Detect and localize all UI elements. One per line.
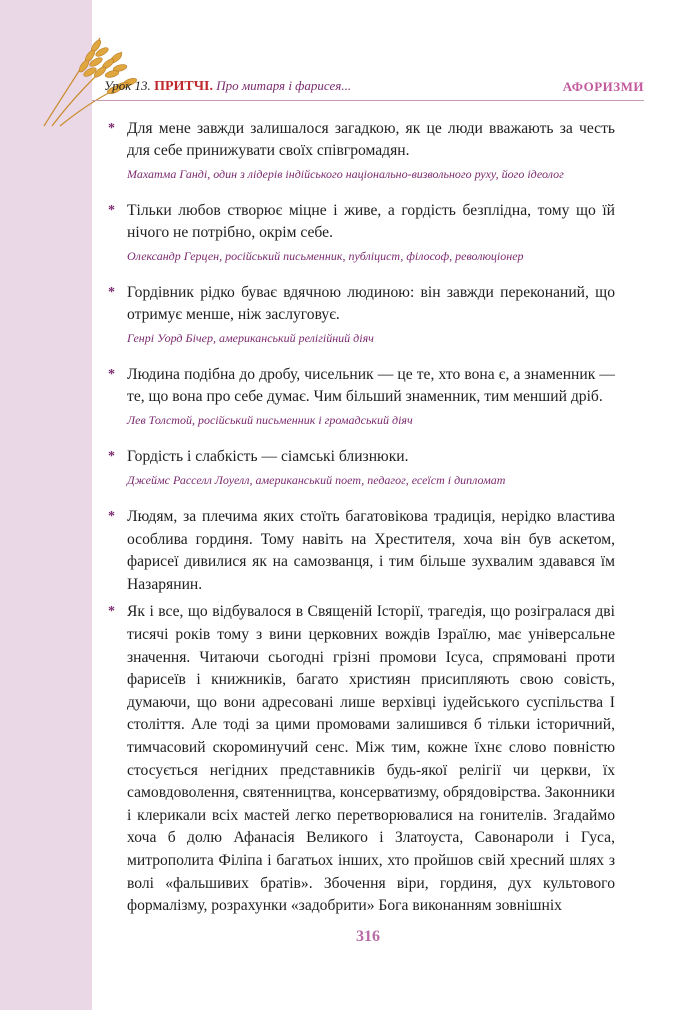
body-paragraph: Людям, за плечима яких стоїть багатовікова традиція, нерідко властива особлива гординя. Тому навіть на Хрестителя, хоча він був аскетом, фарисеї дивилися як на самозванця, і тим більше зухвалим здавався їм Назарянин. — [127, 508, 615, 593]
asterisk-bullet-icon: * — [108, 509, 115, 524]
quote-text: Для мене завжди залишалося загадкою, як це люди вважають за честь для себе принижувати своїх співгромадян. — [127, 120, 615, 159]
asterisk-bullet-icon: * — [108, 449, 115, 464]
section-title: ПРИТЧІ. — [154, 79, 213, 94]
lesson-label: Урок 13. — [104, 78, 151, 93]
left-margin-bar — [0, 0, 92, 1010]
quote-author: Махатма Ганді, один з лідерів індійського національно-визвольного руху, його ідеолог — [127, 167, 564, 181]
quote-item — [108, 364, 615, 428]
section-subtitle: Про митаря і фарисея... — [216, 78, 352, 93]
quote-author: Олександр Герцен, російський письменник, публіцист, філософ, революціонер — [127, 249, 524, 263]
body-paragraph: Як і все, що відбувалося в Священій Історії, трагедія, що розігралася дві тисячі років тому з вини церковних вождів Ізраїлю, має універсальне значення. Читаючи сьогодні грізні промови Ісуса, спрямовані проти фарисеїв і книжників, багато християн присипляють свою совість, думаючи, що вони адресовані лише верхівці іудейського суспільства I століття. Але тоді за цими промовами залишився б тільки історичний, тимчасовий скороминучий сенс. Між тим, кожне їхнє слово повністю стосується негідних представників будь-якої релігії чи церкви, їх самовдоволення, святенництва, консерватизму, обрядовірства. Законники і клерикали всіх мастей легко перетворювалися на гонителів. Згадаймо хоча б долю Афанасія Великого і Златоуста, Савонароли і Гуса, митрополита Філіпа і багатьох інших, хто пройшов свій хресний шлях з волі «фальшивих братів». Збочення віри, гординя, дух культового формалізму, розрахунки «задобрити» Бога виконанням зовнішніх — [127, 603, 615, 915]
quote-text: Тільки любов створює міцне і живе, а гордість безплідна, тому що їй нічого не потрібно, окрім себе. — [127, 202, 615, 241]
asterisk-bullet-icon: * — [108, 203, 115, 218]
asterisk-bullet-icon: * — [108, 367, 115, 382]
page-number: 316 — [356, 928, 380, 945]
paragraph-item — [108, 601, 615, 917]
page-header — [92, 74, 644, 100]
header-divider — [92, 100, 644, 101]
quote-author: Генрі Уорд Бічер, американський релігійний діяч — [127, 331, 374, 345]
quote-text: Гордівник рідко буває вдячною людиною: він завжди переконаний, що отримує менше, ніж заслуговує. — [127, 284, 615, 323]
category-label: АФОРИЗМИ — [562, 79, 644, 94]
header-breadcrumb — [104, 78, 351, 95]
quote-author: Джеймс Расселл Лоуелл, американський поет, педагог, есеїст і дипломат — [127, 473, 506, 487]
page-content — [108, 118, 615, 923]
asterisk-bullet-icon: * — [108, 604, 115, 620]
paragraph-item — [108, 506, 615, 596]
quote-item — [108, 118, 615, 182]
quote-item — [108, 446, 615, 488]
asterisk-bullet-icon: * — [108, 121, 115, 136]
asterisk-bullet-icon: * — [108, 285, 115, 300]
quote-text: Людина подібна до дробу, чисельник — це те, хто вона є, а знаменник — те, що вона про себе думає. Чим більший знаменник, тим менший дріб. — [127, 366, 615, 405]
quote-text: Гордість і слабкість — сіамські близнюки. — [127, 448, 409, 465]
quote-item — [108, 200, 615, 264]
quote-item — [108, 282, 615, 346]
quote-author: Лев Толстой, російський письменник і громадський діяч — [127, 413, 413, 427]
